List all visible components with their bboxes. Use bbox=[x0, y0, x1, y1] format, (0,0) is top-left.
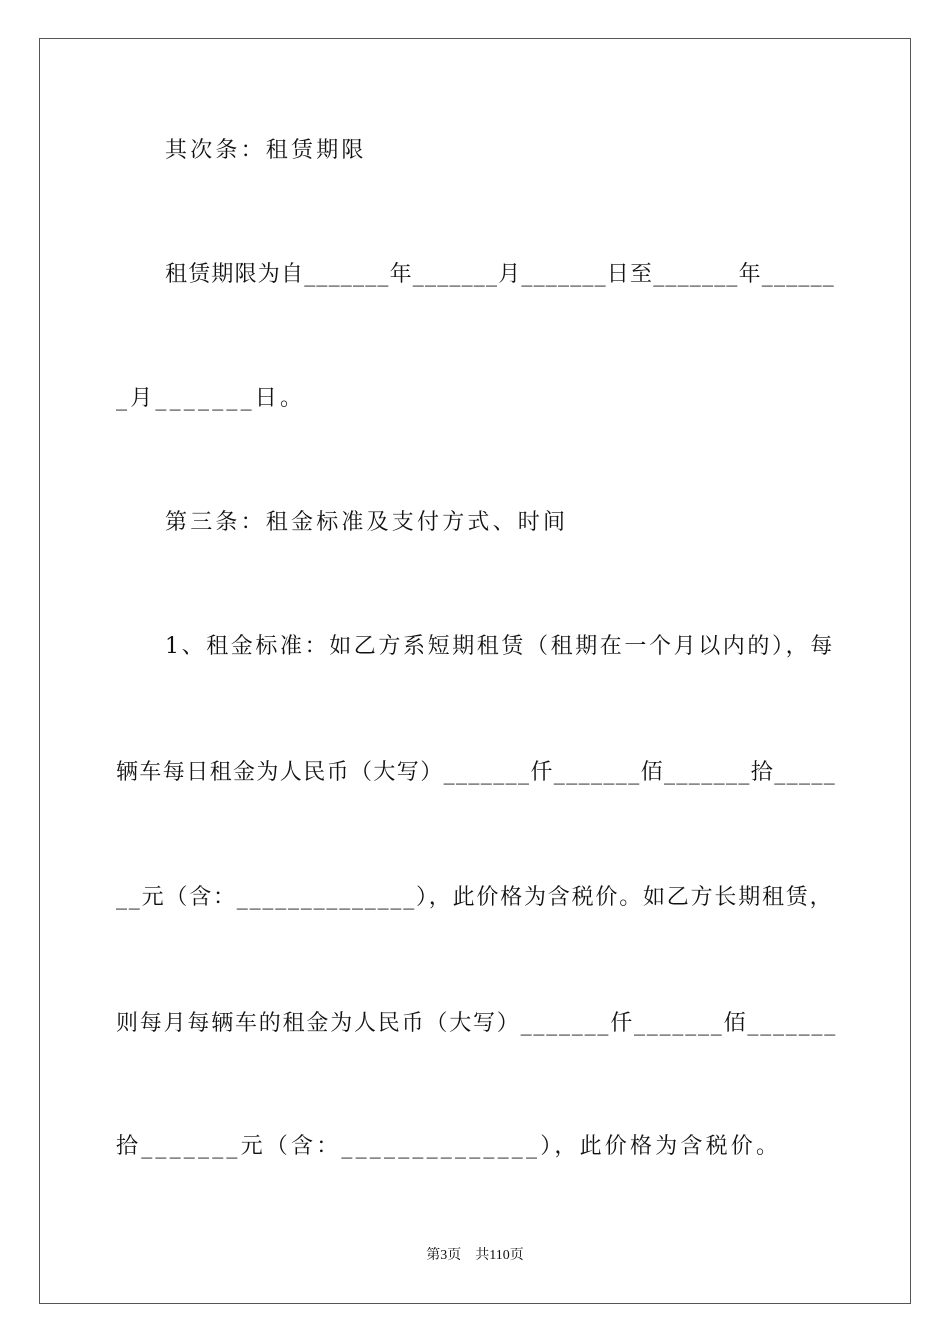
heading-article-3: 第三条：租金标准及支付方式、时间 bbox=[165, 510, 569, 535]
paragraph-line: 则每月每辆车的租金为人民币（大写）_______仟_______佰_______ bbox=[116, 1011, 838, 1036]
paragraph-line: _月_______日。 bbox=[116, 386, 306, 411]
paragraph-line: 1、租金标准：如乙方系短期租赁（租期在一个月以内的），每 bbox=[165, 634, 835, 659]
page-footer: 第3页 共110页 bbox=[426, 1248, 524, 1263]
paragraph-line: 租赁期限为自_______年_______月_______日至_______年______ bbox=[165, 262, 836, 287]
heading-article-2: 其次条：租赁期限 bbox=[165, 138, 367, 163]
paragraph-line: 拾_______元（含：______________），此价格为含税价。 bbox=[116, 1134, 782, 1159]
paragraph-line: 辆车每日租金为人民币（大写）_______仟_______佰_______拾_____ bbox=[116, 760, 837, 785]
page-border bbox=[39, 38, 911, 1304]
paragraph-line: __元（含：______________），此价格为含税价。如乙方长期租赁， bbox=[116, 885, 834, 910]
